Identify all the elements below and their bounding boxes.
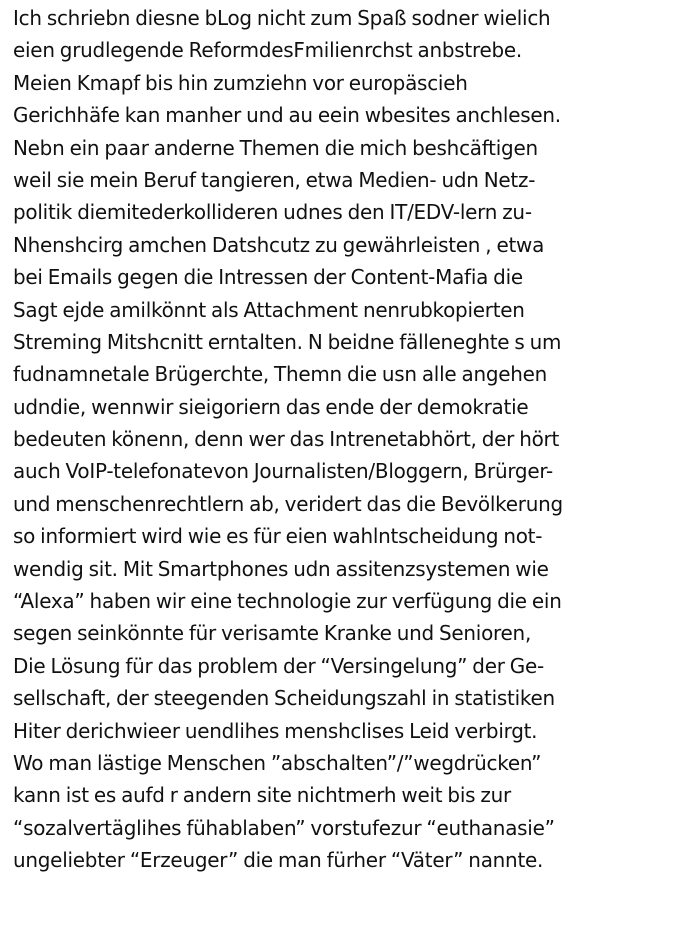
text-line: Die Lösung für das problem der “Versingelung” der Ge- — [13, 653, 544, 678]
text-line: kann ist es aufd r andern site nichtmerh weit bis zur — [13, 783, 511, 808]
text-line: auch VoIP-telefonatevon Journalisten/Bloggern, Brürger- — [13, 459, 553, 484]
text-line: ungeliebter “Erzeuger” die man fürher “Väter” nannte. — [13, 848, 544, 873]
text-line: politik diemitederkollideren udnes den IT/EDV-lern zu- — [13, 200, 532, 225]
text-line: Ich schriebn diesne bLog nicht zum Spaß sodner wielich — [13, 6, 551, 30]
text-line: Hiter derichwieer uendlihes menshclises Leid verbirgt. — [13, 718, 538, 743]
text-line: Gerichhäfe kan manher und au eein wbesites anchlesen. — [13, 103, 561, 128]
text-line: Nebn ein paar anderne Themen die mich beshcäftigen — [13, 135, 538, 160]
text-line: Sagt ejde amilkönnt als Attachment nenrubkopierten — [13, 297, 525, 322]
text-line: udndie, wennwir sieigoriern das ende der demokratie — [13, 394, 529, 419]
text-line: Meien Kmapf bis hin zumziehn vor europäscieh — [13, 70, 468, 95]
text-line: eien grudlegende ReformdesFmilienrchst anbstrebe. — [13, 38, 522, 63]
text-line: “sozalvertäglihes fühablaben” vorstufezur “euthanasie” — [13, 815, 555, 840]
text-line: Wo man lästige Menschen ”abschalten”/”wegdrücken” — [13, 750, 542, 775]
text-line: bei Emails gegen die Intressen der Content-Mafia die — [13, 265, 523, 290]
text-line: wendig sit. Mit Smartphones udn assitenzsystemen wie — [13, 556, 549, 581]
text-line: fudnamnetale Brügerchte, Themn die usn alle angehen — [13, 362, 548, 387]
body-paragraph — [13, 2, 678, 877]
text-line: und menschenrechtlern ab, veridert das die Bevölkerung — [13, 491, 563, 516]
text-line: Nhenshcirg amchen Datshcutz zu gewährleisten , etwa — [13, 232, 545, 257]
text-line: weil sie mein Beruf tangieren, etwa Medien- udn Netz- — [13, 167, 536, 192]
text-line: sellschaft, der steegenden Scheidungszahl in statistiken — [13, 686, 555, 711]
text-line: bedeuten könenn, denn wer das Intrenetabhört, der hört — [13, 427, 560, 452]
text-line: “Alexa” haben wir eine technologie zur verfügung die ein — [13, 589, 562, 614]
text-line: so informiert wird wie es für eien wahlntscheidung not- — [13, 524, 543, 549]
text-line: Streming Mitshcnitt erntalten. N beidne fälleneghte s um — [13, 329, 562, 354]
text-line: segen seinkönnte für verisamte Kranke und Senioren, — [13, 621, 532, 646]
